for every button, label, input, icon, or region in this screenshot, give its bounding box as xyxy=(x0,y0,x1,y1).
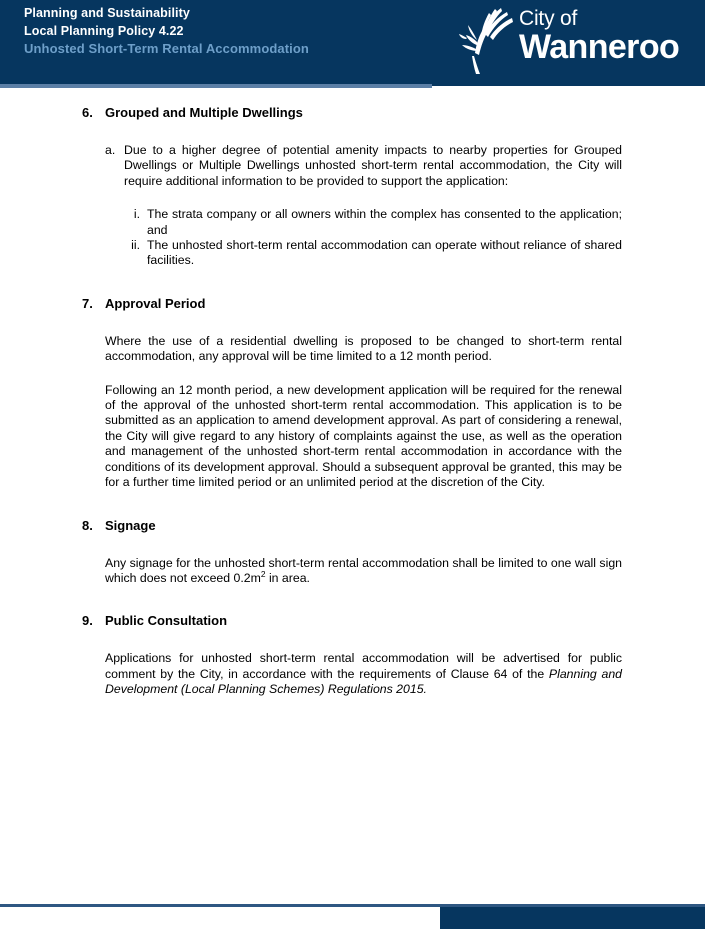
logo-text-wanneroo: Wanneroo xyxy=(519,28,680,66)
grasstree-icon xyxy=(457,6,523,74)
section-number: 6. xyxy=(82,105,93,120)
section-heading xyxy=(0,104,705,121)
paragraph: Where the use of a residential dwelling is proposed to be changed to short-term rental accommodation, any approval will be time limited to a 12 month period. xyxy=(105,333,622,364)
section-heading xyxy=(0,517,705,534)
header-line-subject: Unhosted Short-Term Rental Accommodation xyxy=(24,41,309,56)
page-header xyxy=(0,0,705,84)
list-item-marker: i. xyxy=(133,207,140,222)
list-item-marker: ii. xyxy=(131,238,140,253)
superscript-area-unit: 2 xyxy=(260,568,266,579)
section-approval-period xyxy=(0,295,705,491)
list-item-text: The strata company or all owners within the complex has consented to the application; and xyxy=(147,207,622,237)
document-body xyxy=(0,104,705,698)
header-title-block xyxy=(24,7,309,55)
logo-text-city: City of xyxy=(519,7,578,30)
section-title: Approval Period xyxy=(105,295,206,311)
paragraph xyxy=(0,556,705,587)
section-grouped-and-multiple-dwellings xyxy=(0,104,705,269)
section-number: 8. xyxy=(82,517,93,533)
list-item-text: The unhosted short-term rental accommodation can operate without reliance of shared facilities. xyxy=(147,238,622,268)
section-heading xyxy=(0,295,705,312)
city-of-wanneroo-logo xyxy=(457,6,697,78)
section-heading xyxy=(0,612,705,629)
section-title: Signage xyxy=(105,517,156,533)
list-item xyxy=(0,143,705,189)
list-item-marker: a. xyxy=(105,143,116,157)
list-item xyxy=(0,207,705,238)
paragraph-text-tail: in area. xyxy=(265,570,310,585)
header-line-department: Planning and Sustainability xyxy=(24,6,190,20)
logo-wordmark xyxy=(519,8,679,65)
header-accent-rule-right xyxy=(432,84,705,86)
paragraph-text: Applications for unhosted short-term rental accommodation will be advertised for public comment by the City, in accordance with the requirements of Clause 64 of the xyxy=(105,651,622,681)
paragraph-text: Any signage for the unhosted short-term rental accommodation shall be limited to one wall sign which does not exceed 0.2m xyxy=(105,555,622,585)
section-number: 9. xyxy=(82,613,93,629)
section-signage xyxy=(0,517,705,587)
section-number: 7. xyxy=(82,295,93,311)
footer-accent-block xyxy=(440,907,705,929)
list-item-text: Due to a higher degree of potential amenity impacts to nearby properties for Grouped Dwellings or Multiple Dwellings unhosted short-term rental accommodation, the City will require additional information to be provided to support the application: xyxy=(124,143,622,188)
paragraph: Following an 12 month period, a new development application will be required for the renewal of the approval of the unhosted short-term rental accommodation. This application is to be submitted as an application to amend development approval. As part of considering a renewal, the City will give regard to any history of complaints against the use, as well as the operation and management of the unhosted short-term rental accommodation in accordance with the conditions of its development approval. Should a subsequent approval be granted, this may be for a further time limited period or an unlimited period at the discretion of the City. xyxy=(105,382,622,490)
header-line-policy: Local Planning Policy 4.22 xyxy=(24,23,184,38)
regulation-citation: Planning and Development (Local Planning Schemes) Regulations 2015. xyxy=(105,666,623,697)
section-title: Grouped and Multiple Dwellings xyxy=(105,105,303,120)
section-public-consultation xyxy=(0,612,705,697)
section-title: Public Consultation xyxy=(105,613,228,629)
header-accent-rule xyxy=(0,84,432,88)
paragraph xyxy=(0,651,705,697)
list-item xyxy=(0,238,705,269)
